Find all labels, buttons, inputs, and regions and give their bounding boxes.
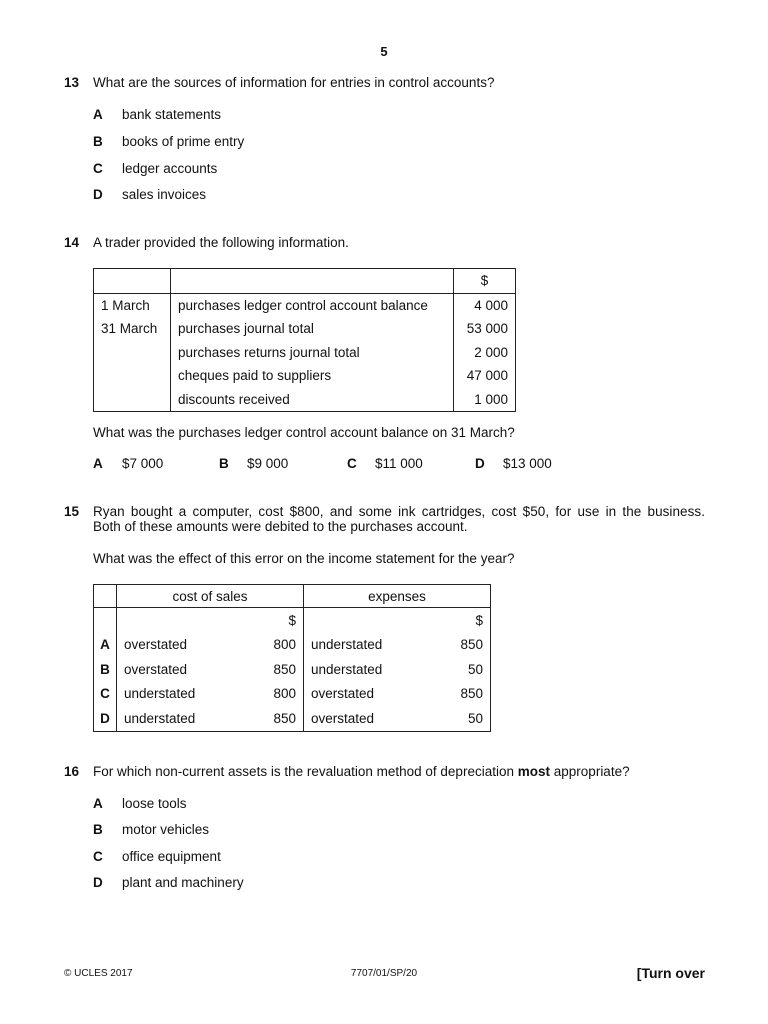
q14-intro: A trader provided the following information. <box>93 235 349 250</box>
cost-of-sales-header: cost of sales <box>117 585 304 608</box>
row-letter: D <box>94 706 117 731</box>
q14-option-a-letter: A <box>93 456 103 471</box>
row-letter: A <box>94 633 117 658</box>
q16-text <box>93 764 630 780</box>
row-exp-amount: 50 <box>438 657 491 682</box>
row-cos: overstated <box>117 633 252 658</box>
row-amount: 1 000 <box>454 388 516 412</box>
q16-option-c-letter: C <box>93 849 103 864</box>
row-date: 1 March <box>94 293 171 317</box>
row-item: cheques paid to suppliers <box>171 364 454 388</box>
q14-option-d-letter: D <box>475 456 485 471</box>
q14-option-c-text: $11 000 <box>375 456 423 471</box>
row-item: purchases ledger control account balance <box>171 293 454 317</box>
table-row <box>94 633 491 658</box>
row-date <box>94 341 171 365</box>
q13-option-c-letter: C <box>93 161 103 176</box>
q14-info-table <box>93 268 516 412</box>
page-number: 5 <box>380 44 388 59</box>
row-cos-amount: 850 <box>251 657 304 682</box>
table-row <box>94 364 516 388</box>
row-cos: understated <box>117 706 252 731</box>
q16-option-c-text: office equipment <box>122 849 221 864</box>
row-exp-amount: 50 <box>438 706 491 731</box>
row-date: 31 March <box>94 317 171 341</box>
table-row <box>94 388 516 412</box>
row-amount: 47 000 <box>454 364 516 388</box>
q16-option-a-letter: A <box>93 796 103 811</box>
q13-option-c-text: ledger accounts <box>122 161 218 176</box>
q16-option-b-letter: B <box>93 822 103 837</box>
q16-option-a-text: loose tools <box>122 796 187 811</box>
q13-option-a-letter: A <box>93 107 103 122</box>
table-row <box>94 317 516 341</box>
footer-code: 7707/01/SP/20 <box>350 968 418 979</box>
q16-option-b-text: motor vehicles <box>122 822 210 837</box>
row-cos: understated <box>117 682 252 707</box>
exp-currency: $ <box>438 608 491 633</box>
row-amount: 53 000 <box>454 317 516 341</box>
row-exp: understated <box>304 657 439 682</box>
row-exp: understated <box>304 633 439 658</box>
row-item: discounts received <box>171 388 454 412</box>
cos-currency: $ <box>251 608 304 633</box>
q13-text: What are the sources of information for entries in control accounts? <box>93 75 495 90</box>
expenses-header: expenses <box>304 585 491 608</box>
row-amount: 4 000 <box>454 293 516 317</box>
row-exp-amount: 850 <box>438 682 491 707</box>
q14-option-a-text: $7 000 <box>122 456 164 471</box>
q16-text-after: appropriate? <box>553 764 630 779</box>
table-row <box>94 293 516 317</box>
row-cos-amount: 800 <box>251 633 304 658</box>
q15-effect-table <box>93 584 491 732</box>
q16-text-before: For which non-current assets is the revaluation method of depreciation <box>93 764 514 779</box>
row-exp-amount: 850 <box>438 633 491 658</box>
row-cos-amount: 850 <box>251 706 304 731</box>
table-header-row <box>94 269 516 294</box>
q15-number: 15 <box>64 504 80 519</box>
table-row <box>94 706 491 731</box>
q13-option-d-letter: D <box>93 187 103 202</box>
row-item: purchases journal total <box>171 317 454 341</box>
table-row <box>94 657 491 682</box>
row-date <box>94 364 171 388</box>
row-exp: overstated <box>304 682 439 707</box>
currency-header: $ <box>454 269 516 294</box>
q14-option-b-letter: B <box>219 456 229 471</box>
q16-option-d-letter: D <box>93 875 103 890</box>
q14-option-b-text: $9 000 <box>247 456 289 471</box>
row-cos-amount: 800 <box>251 682 304 707</box>
table-header-row <box>94 585 491 608</box>
q13-option-d-text: sales invoices <box>122 187 207 202</box>
row-date <box>94 388 171 412</box>
q15-text-line2: Both of these amounts were debited to the purchases account. <box>93 519 468 534</box>
turn-over: [Turn over <box>636 965 705 981</box>
table-row <box>94 341 516 365</box>
footer-copyright: © UCLES 2017 <box>64 968 133 979</box>
q13-option-b-text: books of prime entry <box>122 134 245 149</box>
q16-number: 16 <box>64 764 80 779</box>
row-letter: B <box>94 657 117 682</box>
q15-question: What was the effect of this error on the income statement for the year? <box>93 551 515 566</box>
q13-option-b-letter: B <box>93 134 103 149</box>
row-item: purchases returns journal total <box>171 341 454 365</box>
q16-text-bold: most <box>517 764 551 779</box>
table-row <box>94 682 491 707</box>
row-letter: C <box>94 682 117 707</box>
q13-option-a-text: bank statements <box>122 107 222 122</box>
row-cos: overstated <box>117 657 252 682</box>
q14-option-d-text: $13 000 <box>503 456 552 471</box>
q14-option-c-letter: C <box>347 456 357 471</box>
q13-number: 13 <box>64 75 80 90</box>
q14-number: 14 <box>64 235 80 250</box>
row-amount: 2 000 <box>454 341 516 365</box>
q15-text-line1: Ryan bought a computer, cost $800, and some ink cartridges, cost $50, for use in the business. <box>93 504 705 519</box>
currency-row <box>94 608 491 633</box>
q16-option-d-text: plant and machinery <box>122 875 244 890</box>
row-exp: overstated <box>304 706 439 731</box>
q14-question: What was the purchases ledger control account balance on 31 March? <box>93 425 515 440</box>
